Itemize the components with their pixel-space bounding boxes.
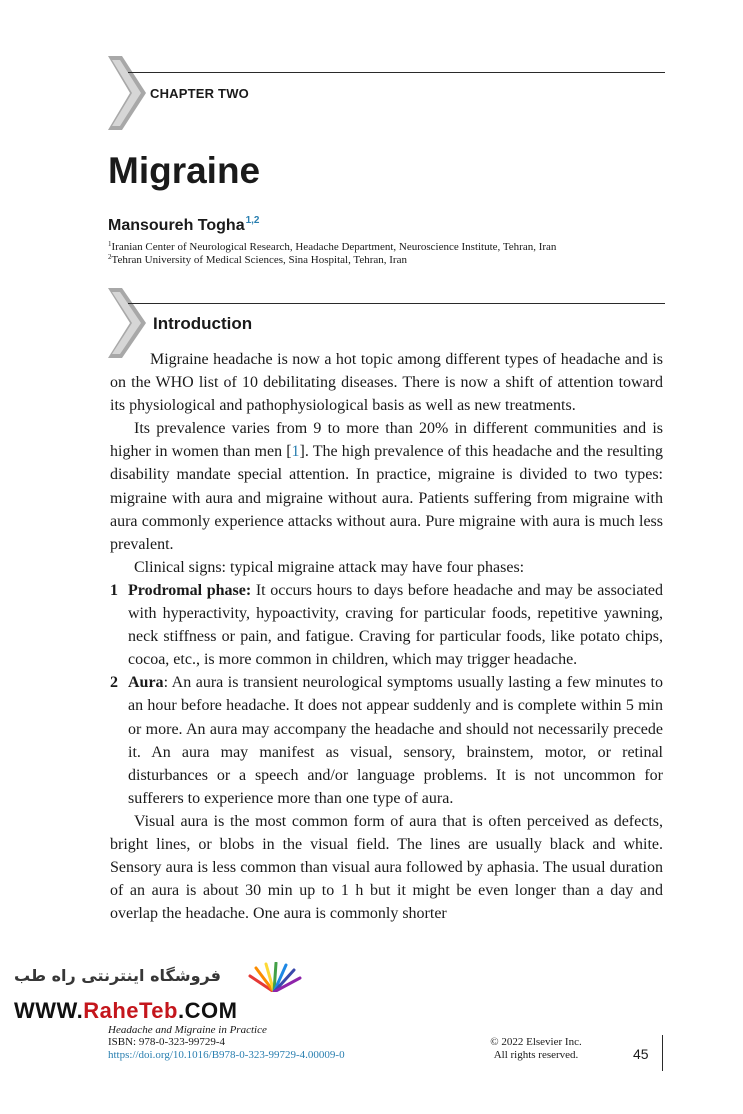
chapter-rule [128, 72, 665, 73]
paragraph-4: Visual aura is the most common form of aura that is often perceived as defects, bright lines, or blobs in the visual field. The lines are usually black and white. Sensory aura is less common than visual aura followed by aphasia. The usual duration of an aura is about 30 min up to 1 h but it might be even longer than a day and overlap the headache. One aura is commonly shorter [110, 812, 663, 923]
watermark-persian: فروشگاه اینترنتی راه طب [14, 966, 221, 985]
citation-link[interactable]: 1 [291, 443, 300, 461]
chapter-chevron-icon [108, 56, 148, 130]
affiliation-1: $^1$Iranian Center of Neurological Research, Headache Department, Neuroscience Institute, Tehran, Iran [108, 240, 557, 253]
footer-journal: Headache and Migraine in Practice [108, 1024, 267, 1036]
paragraph-1: Migraine headache is now a hot topic among different types of headache and is on the WHO list of 10 debilitating diseases. There is now a shift of attention toward its physiological and pathophysiological basis as well as new treatments. [110, 351, 663, 415]
body-text [110, 348, 663, 925]
paragraph-2: Its prevalence varies from 9 to more than 20% in different communities and is higher in women than men [1]. The high prevalence of this headache and the resulting disability mandate special attention. In practice, migraine is divided to two types: migraine with aura and migraine without aura. Patients suffering from migraine with aura commonly experience attacks without aura. Pure migraine with aura is much less prevalent. [110, 420, 664, 553]
page-number: 45 [633, 1046, 649, 1062]
paragraph-3: Clinical signs: typical migraine attack may have four phases: [134, 558, 525, 576]
watermark-url: WWW.RaheTeb.COM [14, 998, 238, 1023]
watermark [14, 962, 374, 1030]
section-rule [128, 303, 665, 304]
footer-isbn: ISBN: 978-0-323-99729-4 [108, 1036, 226, 1048]
section-heading: Introduction [153, 314, 253, 333]
footer-doi-link[interactable]: https://doi.org/10.1016/B978-0-323-99729-4.00009-0 [108, 1049, 345, 1061]
affiliation-2: $^2$Tehran University of Medical Sciences, Sina Hospital, Tehran, Iran [108, 253, 407, 266]
chapter-label: CHAPTER TWO [150, 86, 249, 101]
footer-copyright: © 2022 Elsevier Inc. All rights reserved. [490, 1036, 582, 1061]
author-name: Mansoureh Togha$^{1,2}$ [108, 215, 260, 234]
page-number-bar [662, 1035, 663, 1071]
list-item: 1 Prodromal phase: It occurs hours to days before headache and may be associated with hyperactivity, hypoactivity, craving for particular foods, repetitive yawning, neck stiffness or pain, and fatigue. Craving for particular foods, like potato chips, cocoa, etc., is more common in children, which may trigger headache. [110, 581, 663, 669]
page-title: Migraine [108, 150, 261, 191]
list-item: 2 Aura: An aura is transient neurological symptoms usually lasting a few minutes to an hour before headache. It does not appear suddenly and is complete within 5 min or more. An aura may accompany the headache and should not necessarily precede it. An aura may manifest as visual, sensory, brainstem, motor, or retinal disturbances or a speech and/or language problems. It is not uncommon for sufferers to experience more than one type of aura. [110, 674, 663, 807]
author-affil-link[interactable]: 1,2 [245, 215, 260, 226]
